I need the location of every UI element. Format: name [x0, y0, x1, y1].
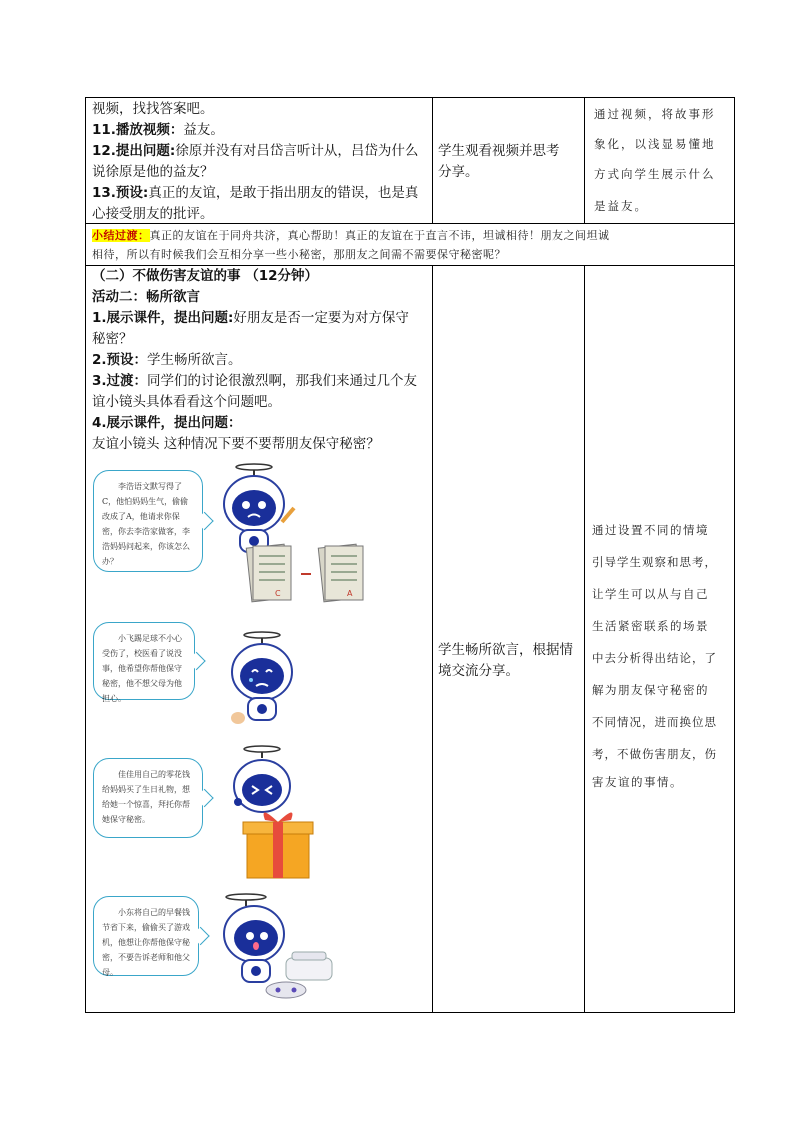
gift-box-illustration — [243, 808, 313, 882]
row2-intent-1: 引导学生观察和思考， — [592, 555, 717, 569]
scene-bubble-3: 佳佳用自己的零花钱给妈妈买了生日礼物，想给她一个惊喜，拜托你帮她保守秘密。 — [93, 758, 203, 838]
row2-intent-4: 中去分析得出结论，了 — [592, 651, 717, 665]
section-title: （二）不做伤害友谊的事 （12分钟） — [92, 268, 318, 284]
row2-line-4: 谊小镜头具体看看这个问题吧。 — [92, 394, 281, 410]
row1-line-4: 13.预设:真正的友谊，是敢于指出朋友的错误，也是真 — [92, 185, 419, 201]
row1-line-0: 视频，找找答案吧。 — [92, 101, 214, 117]
row2-intent-2: 让学生可以从与自己 — [592, 587, 709, 601]
test-paper-illustration — [245, 540, 365, 608]
grade-a: A — [347, 589, 353, 598]
grade-c: C — [275, 589, 281, 598]
scene-bubble-2: 小飞踢足球不小心受伤了，校医看了说没事，他希望你帮他保守秘密，他不想父母为他担心。 — [93, 622, 195, 700]
row2-line-0: 1.展示课件，提出问题:好朋友是否一定要为对方保守 — [92, 310, 409, 326]
row1-line-2: 12.提出问题:徐原并没有对吕岱言听计从，吕岱为什么 — [92, 143, 419, 159]
row2-line-6: 友谊小镜头 这种情况下要不要帮朋友保守秘密？ — [92, 436, 380, 452]
robot-illustration-4 — [216, 894, 338, 1002]
summary-line-1: 小结过渡：真正的友谊在于同舟共济，真心帮助！真正的友谊在于直言不讳，坦诚相待！朋友之间坦诚 — [92, 229, 610, 242]
scene-bubble-4: 小东将自己的早餐钱节省下来，偷偷买了游戏机，他想让你帮他保守秘密，不要告诉老师和他父母。 — [93, 896, 199, 976]
row2-line-1: 秘密？ — [92, 331, 133, 347]
summary-line-2: 相待，所以有时候我们会互相分享一些小秘密，那朋友之间需不需要保守秘密呢？ — [92, 248, 506, 261]
robot-illustration-2 — [218, 632, 308, 732]
row1-line-1: 11.播放视频：益友。 — [92, 122, 224, 138]
row1-intent-0: 通过视频，将故事形 — [594, 107, 716, 121]
row1-intent-1: 象化，以浅显易懂地 — [594, 137, 716, 151]
row2-line-5: 4.展示课件，提出问题： — [92, 415, 242, 431]
row2-line-2: 2.预设：学生畅所欲言。 — [92, 352, 242, 368]
row2-student-1: 境交流分享。 — [438, 663, 519, 679]
summary-label: 小结过渡： — [92, 229, 150, 242]
row2-student-0: 学生畅所欲言，根据情 — [438, 642, 573, 658]
row2-intent-8: 害友谊的事情。 — [592, 775, 683, 789]
row1-student-0: 学生观看视频并思考 — [438, 143, 560, 159]
row1-intent-2: 方式向学生展示什么 — [594, 167, 716, 181]
row2-intent-7: 考，不做伤害朋友，伤 — [592, 747, 717, 761]
column-divider-1b — [432, 266, 433, 1012]
row2-intent-0: 通过设置不同的情境 — [592, 523, 709, 537]
row1-line-5: 心接受朋友的批评。 — [92, 206, 214, 222]
row1-line-3: 说徐原是他的益友？ — [92, 164, 214, 180]
column-divider-2b — [584, 266, 585, 1012]
column-divider-2 — [584, 98, 585, 224]
column-divider-1 — [432, 98, 433, 224]
row1-student-1: 分享。 — [438, 164, 479, 180]
scene-bubble-1: 李浩语文默写得了C，他怕妈妈生气，偷偷改成了A，他请求你保密，你去李浩家做客，李浩妈妈问起来，你该怎么办？ — [93, 470, 203, 572]
row2-intent-5: 解为朋友保守秘密的 — [592, 683, 709, 697]
row2-intent-6: 不同情况，进而换位思 — [592, 715, 717, 729]
activity-title: 活动二：畅所欲言 — [92, 289, 200, 305]
row1-intent-3: 是益友。 — [594, 199, 648, 213]
row2-line-3: 3.过渡：同学们的讨论很激烈啊，那我们来通过几个友 — [92, 373, 418, 389]
row2-intent-3: 生活紧密联系的场景 — [592, 619, 709, 633]
